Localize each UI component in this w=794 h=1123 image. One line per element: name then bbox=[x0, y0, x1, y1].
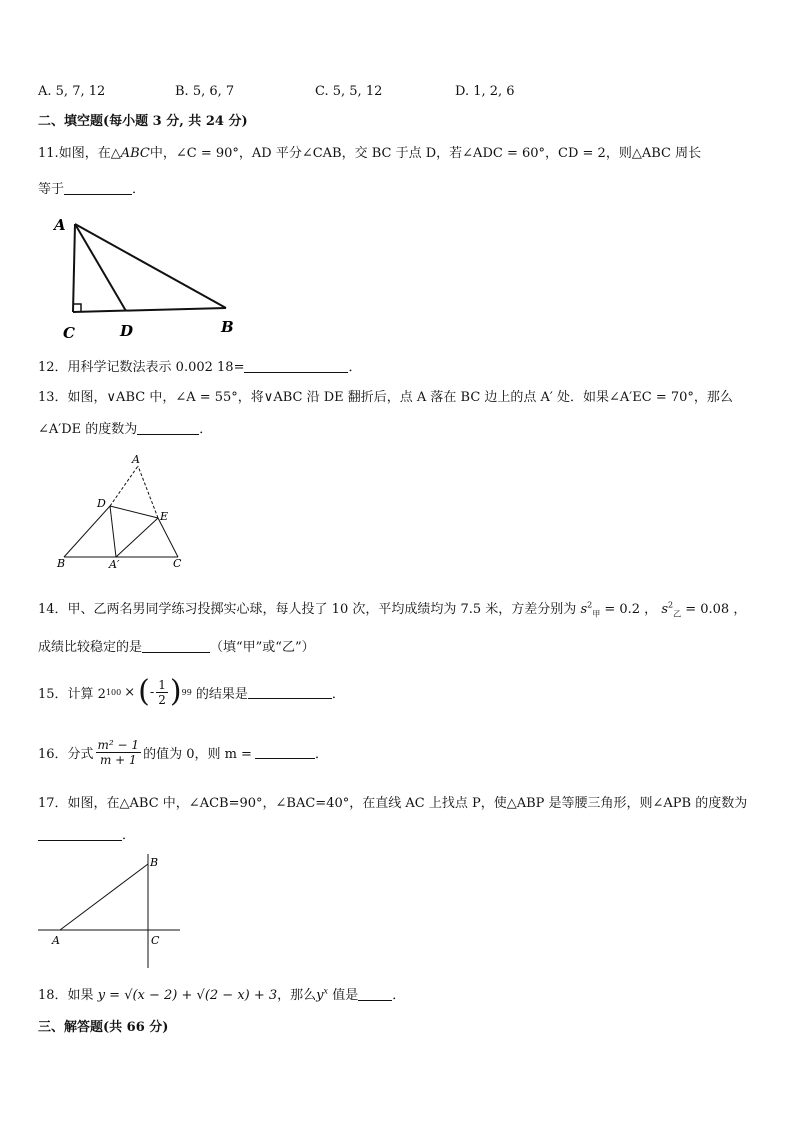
q14-sub-yi: 乙 bbox=[673, 609, 682, 619]
question-12-text: 12．用科学记数法表示 0.002 18= ． bbox=[38, 360, 362, 375]
q15-exp2: 99 bbox=[181, 687, 192, 697]
q16-prefix: 16．分式 bbox=[38, 746, 94, 762]
q15-frac-den: 2 bbox=[158, 692, 166, 707]
q15-suffix: 的结果是 bbox=[195, 686, 248, 702]
question-17-line2: ． bbox=[38, 824, 135, 843]
q17-figure bbox=[36, 848, 186, 972]
option-d: D. 1, 2, 6 bbox=[455, 84, 515, 99]
q18-suffix: 值是 bbox=[332, 988, 359, 1003]
q13-side-ec bbox=[158, 518, 178, 557]
q11-label-d: D bbox=[120, 322, 134, 340]
q18-y: y bbox=[316, 988, 324, 1003]
q16-answer-blank[interactable] bbox=[255, 746, 315, 759]
q13-label-e: E bbox=[160, 510, 169, 523]
q17-label-b: B bbox=[150, 856, 159, 869]
q15-exp1: 100 bbox=[105, 687, 122, 697]
question-17-line1: 17．如图，在△ABC 中，∠ACB=90°，∠BAC=40°，在直线 AC 上找点 P，使△ABP 是等腰三角形，则∠APB 的度数为 bbox=[38, 796, 748, 811]
q13-dashed-ea bbox=[138, 466, 158, 518]
q11-text-b: 中，∠C = 90°，AD 平分∠CAB，交 BC 于点 D，若∠ADC = 60°，CD = 2，则△ABC 周长 bbox=[149, 146, 702, 161]
q13-segment-da2 bbox=[110, 506, 116, 557]
q14-eq-jia: = 0.2 ， bbox=[604, 602, 658, 617]
q15-answer-blank[interactable] bbox=[248, 686, 332, 699]
q14-sub-jia: 甲 bbox=[592, 609, 601, 619]
question-14-line2 bbox=[38, 636, 315, 655]
q14-s-yi: s bbox=[661, 602, 668, 617]
q14-answer-blank[interactable] bbox=[142, 640, 210, 653]
q17-answer-blank[interactable] bbox=[38, 828, 122, 841]
q18-expression: y = √(x − 2) + √(2 − x) + 3 bbox=[97, 988, 278, 1003]
q13-answer-blank[interactable] bbox=[137, 422, 199, 435]
q15-prefix: 15．计算 2 bbox=[38, 686, 106, 702]
q13-figure bbox=[52, 452, 192, 572]
q14-line1: 14．甲、乙两名男同学练习投掷实心球，每人投了 10 次，平均成绩均为 7.5 米，方差分别为 bbox=[38, 602, 577, 617]
question-14-line1: 14．甲、乙两名男同学练习投掷实心球，每人投了 10 次，平均成绩均为 7.5 米，方差分别为 $s^2_甲 = 0.2$ ， $s^2_乙 = 0.08$ ， bbox=[38, 600, 747, 619]
q13-side-bd bbox=[64, 506, 110, 557]
q14-line2a: 成绩比较稳定的是 bbox=[38, 640, 143, 655]
section-heading-fill-in: 二、填空题(每小题 3 分, 共 24 分) bbox=[38, 114, 248, 129]
question-13-line2: ∠A′DE 的度数为 ． bbox=[38, 422, 213, 437]
q13-line2: ∠A′DE 的度数为 bbox=[38, 422, 138, 437]
q11-label-b: B bbox=[221, 318, 234, 336]
q11-number: 11. bbox=[38, 146, 59, 161]
q16-frac-den: m + 1 bbox=[99, 752, 137, 767]
option-a: A. 5, 7, 12 bbox=[38, 84, 106, 99]
q14-s-jia: s bbox=[580, 602, 588, 617]
q11-text-a: 如图，在 bbox=[58, 146, 111, 161]
q18-y-exp: x bbox=[323, 986, 329, 996]
question-18: 18．如果 y = √(x − 2) + √(2 − x) + 3，那么$y^x$ 值是 ． bbox=[38, 986, 406, 1003]
q11-triangle: △ABC bbox=[110, 146, 150, 161]
q13-label-a: A bbox=[132, 453, 140, 466]
q11-line2: 等于 bbox=[38, 182, 65, 197]
q11-answer-blank[interactable] bbox=[64, 182, 132, 195]
question-11-text bbox=[38, 142, 701, 161]
q13-dashed-da bbox=[110, 466, 138, 506]
question-11-answer-line: 等于 ． bbox=[38, 182, 146, 197]
q11-side-ac bbox=[73, 224, 75, 312]
q18-answer-blank[interactable] bbox=[358, 988, 392, 1001]
q17-side-ab bbox=[60, 864, 148, 930]
q18-mid: ，那么 bbox=[277, 988, 317, 1003]
q13-label-d: D bbox=[97, 497, 106, 510]
question-16: 16．分式 $\frac{\text{m² − 1}}{m + 1}$ 的值为 0，则 m = ． bbox=[38, 737, 328, 767]
q15-times: × bbox=[124, 684, 136, 700]
section-heading-solutions: 三、解答题(共 66 分) bbox=[38, 1020, 169, 1035]
q17-label-c: C bbox=[151, 934, 160, 947]
q11-side-ab bbox=[75, 224, 226, 308]
option-c: C. 5, 5, 12 bbox=[315, 84, 383, 99]
question-15: 15．计算 2 100 × ( - $\frac{1}{2}$ ) 99 的结果是 ． bbox=[38, 674, 345, 709]
q11-figure bbox=[48, 214, 248, 344]
q13-label-b: B bbox=[57, 557, 66, 570]
q15-fraction bbox=[156, 678, 168, 707]
option-b: B. 5, 6, 7 bbox=[175, 84, 235, 99]
q13-label-c: C bbox=[173, 557, 182, 570]
q16-frac-num: m² − 1 bbox=[97, 737, 140, 752]
q18-prefix: 18．如果 bbox=[38, 988, 94, 1003]
q14-eq-yi: = 0.08 ， bbox=[685, 602, 747, 617]
q11-label-a: A bbox=[54, 216, 66, 234]
q12-answer-blank[interactable] bbox=[244, 360, 348, 373]
q14-line2b: （填“甲”或“乙”） bbox=[210, 640, 315, 655]
q12-text: 12．用科学记数法表示 0.002 18= bbox=[38, 360, 245, 375]
q11-label-c: C bbox=[63, 324, 75, 342]
q13-segment-ea2 bbox=[116, 518, 158, 557]
q16-fraction bbox=[96, 738, 142, 767]
q15-frac-num: 1 bbox=[158, 677, 166, 692]
q16-suffix: 的值为 0，则 m = bbox=[143, 746, 252, 762]
question-13-line1: 13．如图，∨ABC 中，∠A = 55°，将∨ABC 沿 DE 翻折后，点 A 落在 BC 边上的点 A′ 处．如果∠A′EC = 70°，那么 bbox=[38, 390, 733, 405]
q13-label-a-prime: A′ bbox=[109, 558, 120, 571]
q11-right-angle-mark bbox=[73, 304, 81, 312]
q13-fold-de bbox=[110, 506, 158, 518]
q17-label-a: A bbox=[52, 934, 60, 947]
q11-side-cb bbox=[73, 308, 226, 312]
